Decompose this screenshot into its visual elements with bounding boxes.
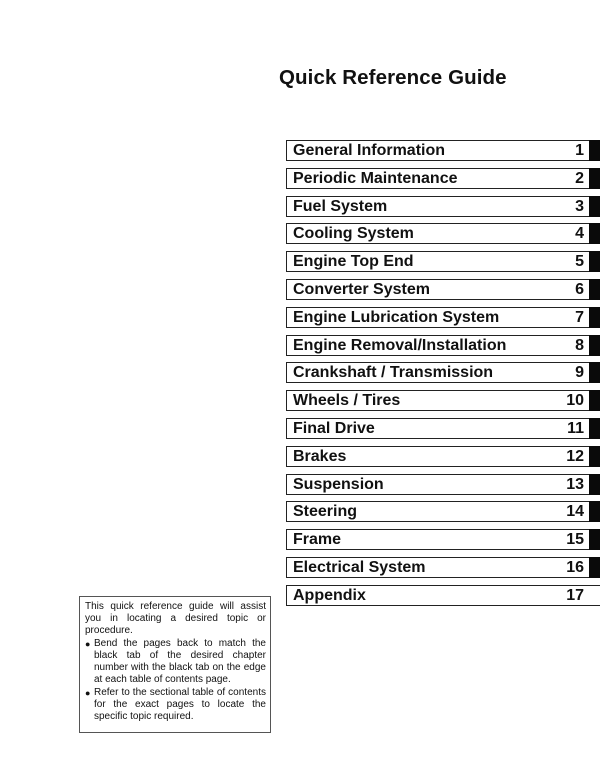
chapter-tab (589, 501, 600, 522)
note-bullet-1 (85, 638, 266, 686)
bullet-dot-icon: ● (85, 639, 91, 649)
chapter-row[interactable] (286, 557, 600, 578)
chapter-number: 3 (575, 197, 584, 215)
chapter-number: 9 (575, 364, 584, 382)
chapter-tab (589, 390, 600, 411)
chapter-label: Brakes (293, 447, 347, 465)
note-bullet-text: Refer to the sectional table of contents for the exact pages to locate the specific topic required. (94, 687, 266, 722)
bullet-dot-icon: ● (85, 688, 91, 698)
note-bullet-2 (85, 687, 266, 723)
chapter-tab (589, 557, 600, 578)
chapter-row[interactable] (286, 223, 600, 244)
chapter-number: 1 (575, 142, 584, 159)
chapter-row[interactable] (286, 418, 600, 439)
page-title: Quick Reference Guide (279, 66, 507, 89)
chapter-label: Fuel System (293, 197, 388, 215)
usage-note-box (79, 596, 271, 733)
chapter-row[interactable] (286, 585, 600, 606)
chapter-tab (589, 335, 600, 356)
chapter-label: Electrical System (293, 558, 426, 576)
chapter-tab (589, 418, 600, 439)
chapter-row[interactable] (286, 196, 600, 217)
chapter-number: 6 (575, 280, 584, 298)
chapter-tab (589, 585, 600, 606)
chapter-label: Periodic Maintenance (293, 169, 458, 187)
chapter-tab (589, 196, 600, 217)
chapter-label: Engine Removal/Installation (293, 336, 507, 354)
chapter-number: 15 (566, 531, 584, 549)
chapter-row[interactable] (286, 251, 600, 272)
chapter-number: 11 (567, 419, 584, 437)
chapter-tab (589, 362, 600, 383)
chapter-label: Converter System (293, 280, 430, 298)
chapter-label: Cooling System (293, 225, 414, 243)
chapter-tab (589, 251, 600, 272)
chapter-row[interactable] (286, 501, 600, 522)
chapter-number: 5 (575, 253, 584, 271)
chapter-row[interactable] (286, 446, 600, 467)
chapter-number: 17 (566, 586, 584, 604)
chapter-row[interactable] (286, 362, 600, 383)
chapter-label: Wheels / Tires (293, 392, 401, 410)
chapter-label: Crankshaft / Transmission (293, 364, 494, 382)
chapter-label: General Information (293, 142, 446, 159)
note-bullet-text: Bend the pages back to match the black tab of the desired chapter number with the black tab on the edge at each table of contents page. (94, 638, 266, 685)
chapter-row[interactable] (286, 335, 600, 356)
chapter-number: 12 (566, 447, 584, 465)
chapter-tab (589, 279, 600, 300)
chapter-number: 14 (566, 503, 584, 521)
chapter-number: 10 (566, 392, 584, 410)
chapter-row[interactable] (286, 529, 600, 550)
chapter-label: Steering (293, 503, 358, 521)
chapter-tab (589, 223, 600, 244)
chapter-row[interactable] (286, 140, 600, 161)
chapter-tab (589, 140, 600, 161)
chapter-number: 8 (575, 336, 584, 354)
chapter-tab (589, 446, 600, 467)
chapter-label: Final Drive (293, 419, 375, 437)
chapter-label: Frame (293, 531, 342, 549)
chapter-row[interactable] (286, 390, 600, 411)
chapter-number: 2 (575, 169, 584, 187)
chapter-number: 7 (575, 308, 584, 326)
note-intro: This quick reference guide will assist you in locating a desired topic or procedure. (85, 601, 266, 636)
chapter-tab (589, 474, 600, 495)
chapter-row[interactable] (286, 307, 600, 328)
chapter-number: 4 (575, 225, 584, 243)
chapter-number: 16 (566, 558, 584, 576)
chapter-row[interactable] (286, 474, 600, 495)
chapter-tab (589, 529, 600, 550)
chapter-label: Engine Top End (293, 253, 414, 271)
chapter-row[interactable] (286, 168, 600, 189)
chapter-number: 13 (566, 475, 584, 493)
chapter-tab (589, 307, 600, 328)
chapter-label: Suspension (293, 475, 384, 493)
chapter-label: Engine Lubrication System (293, 308, 500, 326)
chapter-row[interactable] (286, 279, 600, 300)
chapter-index (286, 140, 600, 613)
chapter-tab (589, 168, 600, 189)
chapter-label: Appendix (293, 586, 366, 604)
